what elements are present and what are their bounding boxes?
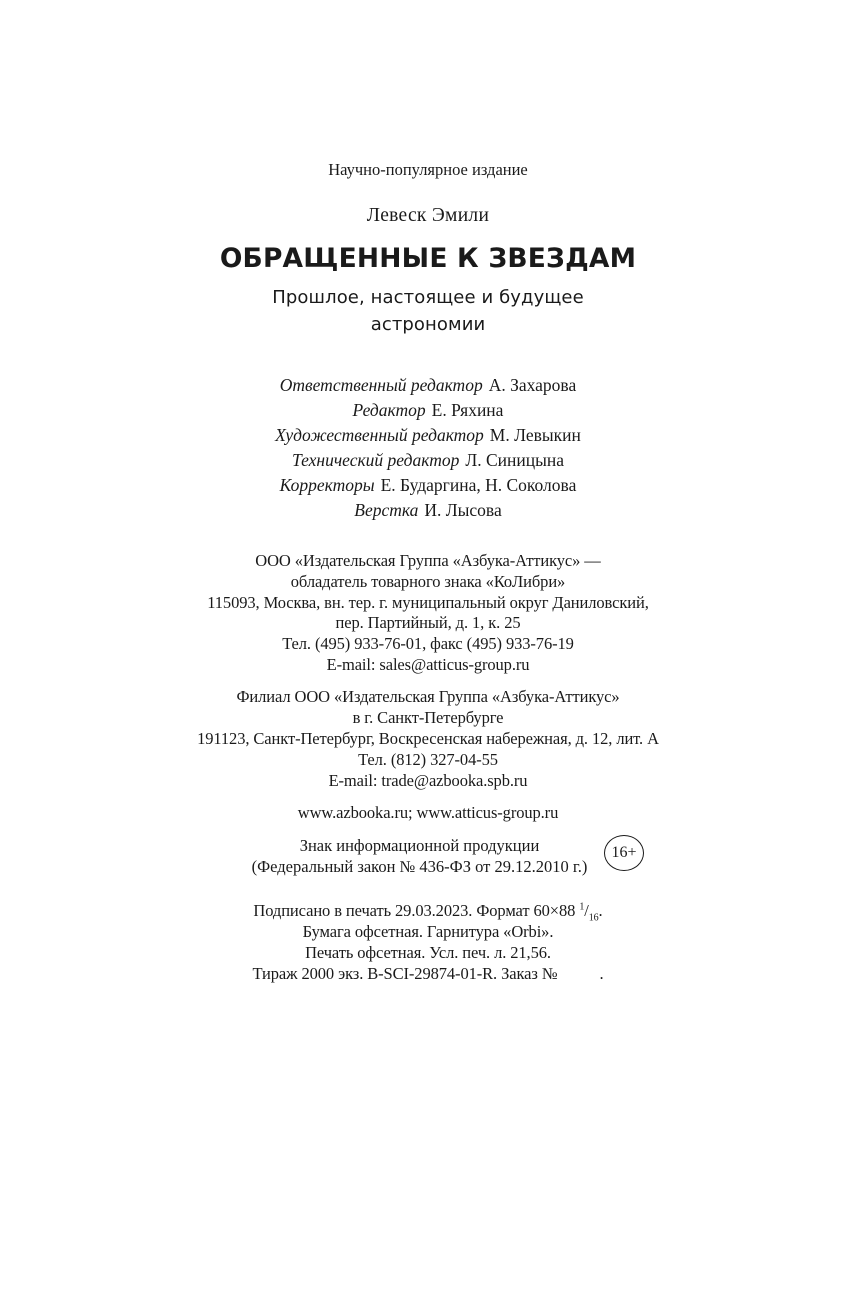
credit-name: Л. Синицына [465, 450, 564, 470]
branch-phone: Тел. (812) 327-04-55 [358, 750, 498, 769]
branch-line: Филиал ООО «Издательская Группа «Азбука-Аттикус» [236, 687, 620, 706]
credit-name: А. Захарова [488, 375, 577, 395]
book-title: ОБРАЩЕННЫЕ К ЗВЕЗДАМ [219, 243, 637, 274]
credit-line [0, 375, 856, 396]
credit-name: Е. Бударгина, Н. Соколова [380, 475, 577, 495]
websites: www.azbooka.ru; www.atticus-group.ru [297, 803, 559, 822]
print-line4-end: . [599, 964, 604, 983]
credit-role: Художественный редактор [275, 425, 484, 445]
credit-line [0, 400, 856, 421]
credit-role: Редактор [352, 400, 426, 420]
print-signed-format: Подписано в печать 29.03.2023. Формат 60×88 [253, 901, 576, 920]
credit-name: И. Лысова [424, 500, 502, 520]
credit-role: Ответственный редактор [279, 375, 483, 395]
publisher-email: E-mail: sales@atticus-group.ru [326, 655, 530, 674]
branch-line: 191123, Санкт-Петербург, Воскресенская набережная, д. 12, лит. А [197, 729, 659, 748]
publisher-line: обладатель товарного знака «КоЛибри» [290, 572, 566, 591]
print-info-line: Бумага офсетная. Гарнитура «Orbi». [302, 922, 554, 941]
branch-email: E-mail: trade@azbooka.spb.ru [328, 771, 528, 790]
fraction-numerator: 1 [579, 901, 585, 913]
print-info-line: Печать офсетная. Усл. печ. л. 21,56. [305, 943, 551, 962]
info-sign-line: Знак информационной продукции [299, 836, 540, 855]
credit-role: Верстка [354, 500, 419, 520]
credit-name: Е. Ряхина [431, 400, 504, 420]
publisher-line: ООО «Издательская Группа «Азбука-Аттикус» — [255, 551, 601, 570]
author-name: Левеск Эмили [366, 205, 490, 226]
credit-name: М. Левыкин [489, 425, 581, 445]
publisher-line: пер. Партийный, д. 1, к. 25 [335, 613, 521, 632]
publisher-phone: Тел. (495) 933-76-01, факс (495) 933-76-19 [282, 634, 574, 653]
print-line1-end: . [598, 901, 603, 920]
book-subtitle-line-2: астрономии [370, 314, 486, 335]
credit-line [0, 500, 856, 521]
credit-role: Корректоры [279, 475, 375, 495]
fraction-denominator: 16 [588, 912, 599, 924]
genre-label: Научно-популярное издание [328, 160, 528, 179]
credit-role: Технический редактор [292, 450, 460, 470]
branch-line: в г. Санкт-Петербурге [352, 708, 504, 727]
print-run-order: Тираж 2000 экз. B-SCI-29874-01-R. Заказ № [252, 964, 558, 983]
age-rating-badge: 16+ [604, 835, 644, 871]
info-sign-law: (Федеральный закон № 436-ФЗ от 29.12.2010 г.) [251, 857, 588, 876]
format-fraction: $^1/_{16}$ [579, 901, 599, 924]
print-info-line [0, 964, 856, 984]
credit-line [0, 425, 856, 446]
publisher-line: 115093, Москва, вн. тер. г. муниципальный округ Даниловский, [207, 593, 649, 612]
book-subtitle-line-1: Прошлое, настоящее и будущее [272, 287, 584, 308]
credit-line [0, 450, 856, 471]
credit-line [0, 475, 856, 496]
print-info-line [0, 901, 856, 923]
